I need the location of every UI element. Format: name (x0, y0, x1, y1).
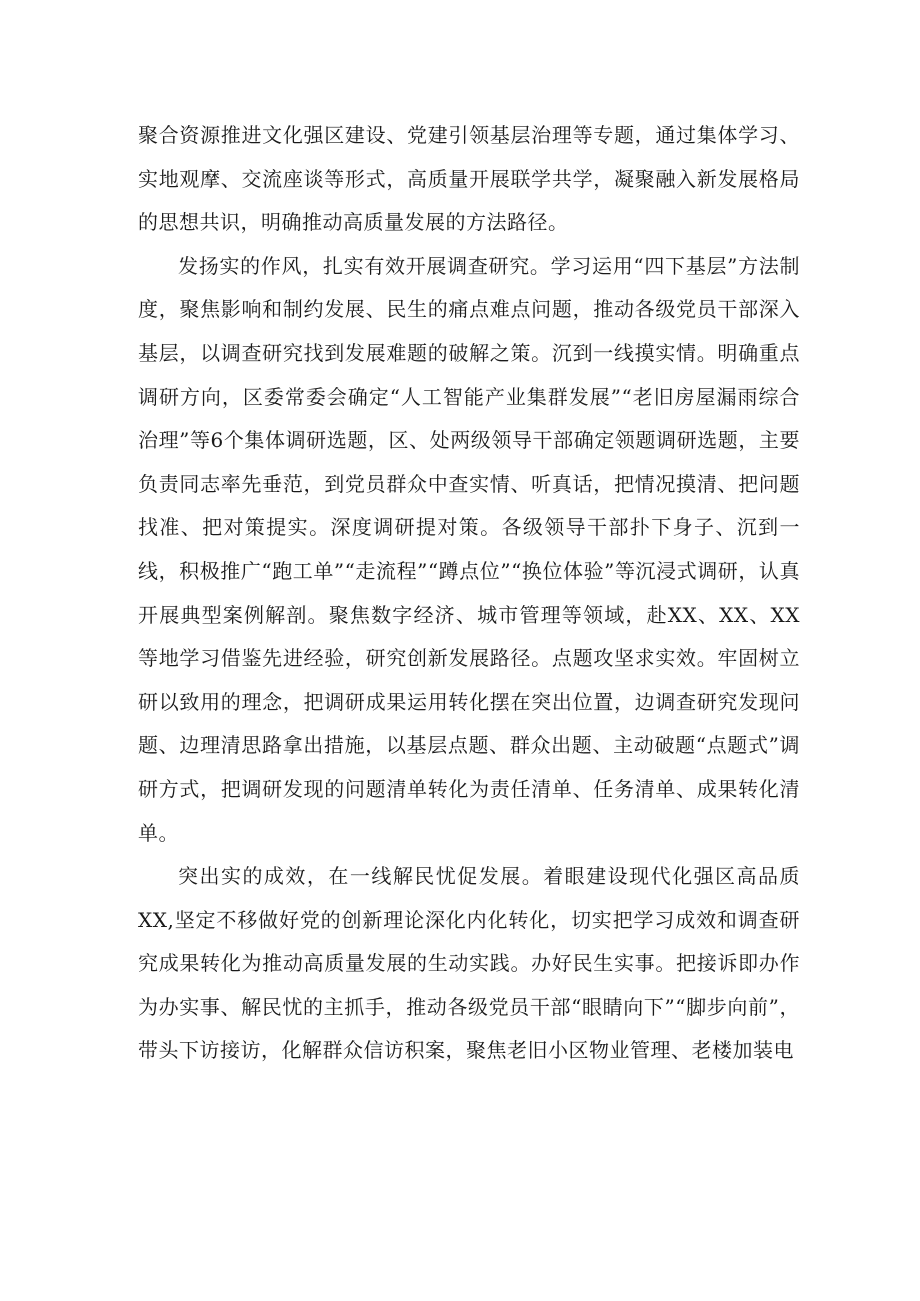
paragraph-1: 聚合资源推进文化强区建设、党建引领基层治理等专题，通过集体学习、实地观摩、交流座谈等形式，高质量开展联学共学，凝聚融入新发展格局的思想共识，明确推动高质量发展的方法路径。 (138, 123, 800, 235)
document-body (138, 114, 800, 1073)
paragraph-3: 突出实的成效，在一线解民忧促发展。着眼建设现代化强区高品质XX,坚定不移做好党的创新理论深化内化转化，切实把学习成效和调查研究成果转化为推动高质量发展的生动实践。办好民生实事。把接诉即办作为办实事、解民忧的主抓手，推动各级党员干部“眼睛向下”“脚步向前”，带头下访接访，化解群众信访积案，聚焦老旧小区物业管理、老楼加装电 (138, 864, 800, 1063)
paragraph-2: 发扬实的作风，扎实有效开展调查研究。学习运用“四下基层”方法制度，聚焦影响和制约发展、民生的痛点难点问题，推动各级党员干部深入基层，以调查研究找到发展难题的破解之策。沉到一线摸实情。明确重点调研方向，区委常委会确定“人工智能产业集群发展”“老旧房屋漏雨综合治理”等6个集体调研选题，区、处两级领导干部确定领题调研选题，主要负责同志率先垂范，到党员群众中查实情、听真话，把情况摸清、把问题找准、把对策提实。深度调研提对策。各级领导干部扑下身子、沉到一线，积极推广“跑工单”“走流程”“蹲点位”“换位体验”等沉浸式调研，认真开展典型案例解剖。聚焦数字经济、城市管理等领域，赴XX、XX、XX等地学习借鉴先进经验，研究创新发展路径。点题攻坚求实效。牢固树立研以致用的理念，把调研成果运用转化摆在突出位置，边调查研究发现问题、边理清思路拿出措施，以基层点题、群众出题、主动破题“点题式”调研方式，把调研发现的问题清单转化为责任清单、任务清单、成果转化清单。 (138, 253, 800, 845)
